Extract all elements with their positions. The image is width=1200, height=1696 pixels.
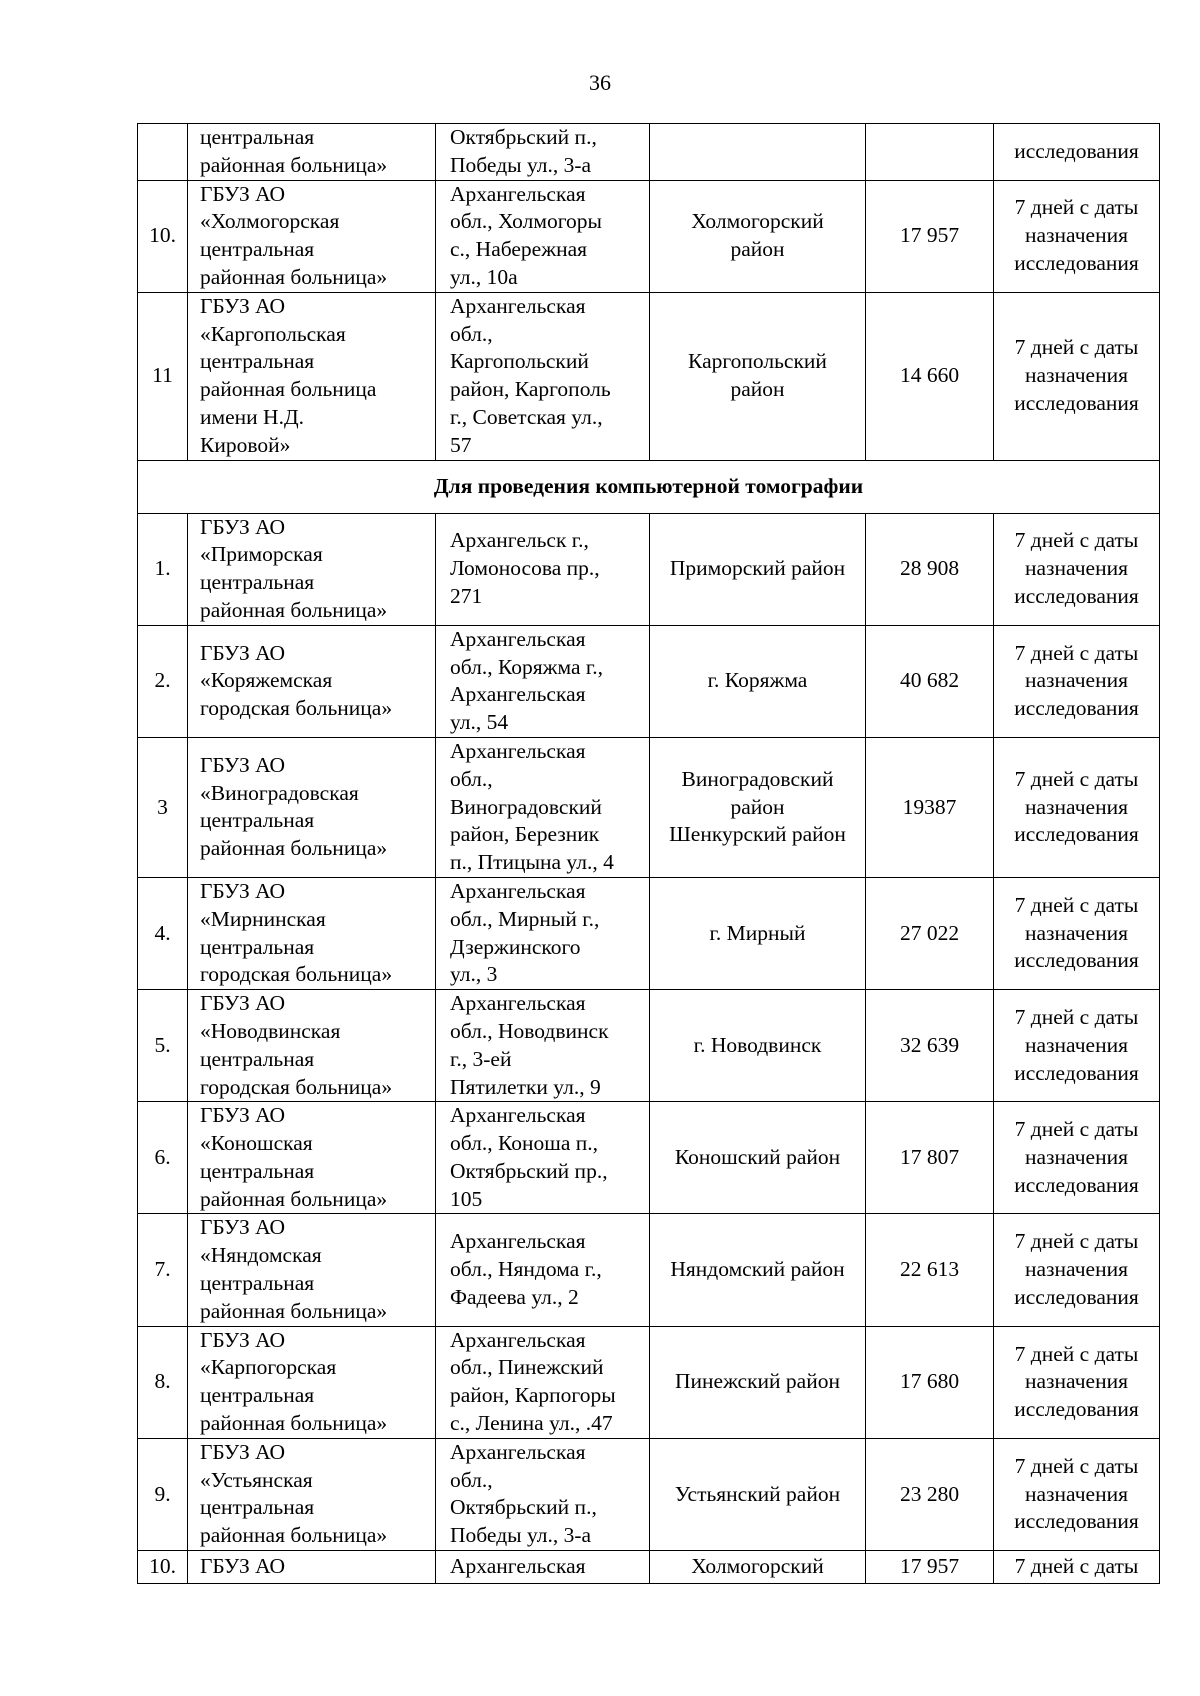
row-number: 5.: [138, 990, 188, 1102]
served-territory: Пинежский район: [650, 1326, 866, 1438]
table-section-header: [138, 460, 1160, 513]
organization-name: ГБУЗ АО «Устьянская центральная районная больница»: [188, 1438, 436, 1550]
table-row: [138, 1214, 1160, 1326]
served-territory: Виноградовский район Шенкурский район: [650, 737, 866, 877]
table-row: [138, 124, 1160, 181]
examination-term: 7 дней с даты назначения исследования: [994, 877, 1160, 989]
row-number: 11: [138, 292, 188, 460]
examination-term: 7 дней с даты назначения исследования: [994, 625, 1160, 737]
population-count: 17 807: [866, 1102, 994, 1214]
population-count: 19387: [866, 737, 994, 877]
examination-term: исследования: [994, 124, 1160, 181]
table-row: [138, 1438, 1160, 1550]
examination-term: 7 дней с даты назначения исследования: [994, 990, 1160, 1102]
organization-name: ГБУЗ АО «Новодвинская центральная городская больница»: [188, 990, 436, 1102]
table-section-top: [138, 124, 1160, 461]
page-number: 36: [589, 70, 611, 95]
served-territory: г. Мирный: [650, 877, 866, 989]
served-territory: Устьянский район: [650, 1438, 866, 1550]
row-number: 4.: [138, 877, 188, 989]
address: Архангельская обл., Коряжма г., Архангельская ул., 54: [436, 625, 650, 737]
population-count: 17 957: [866, 1551, 994, 1584]
organization-name: ГБУЗ АО «Мирнинская центральная городская больница»: [188, 877, 436, 989]
table-section-ct: [138, 513, 1160, 1583]
table-row: [138, 1551, 1160, 1584]
population-count: 22 613: [866, 1214, 994, 1326]
served-territory: Коношский район: [650, 1102, 866, 1214]
population-count: 14 660: [866, 292, 994, 460]
organization-name: ГБУЗ АО «Холмогорская центральная районная больница»: [188, 180, 436, 292]
row-number: 2.: [138, 625, 188, 737]
organization-name: ГБУЗ АО «Приморская центральная районная больница»: [188, 513, 436, 625]
row-number: 9.: [138, 1438, 188, 1550]
organization-name: ГБУЗ АО «Коношская центральная районная больница»: [188, 1102, 436, 1214]
served-territory: Холмогорский район: [650, 180, 866, 292]
table-row: [138, 1102, 1160, 1214]
address: Архангельская обл., Мирный г., Дзержинского ул., 3: [436, 877, 650, 989]
examination-term: 7 дней с даты назначения исследования: [994, 1326, 1160, 1438]
table-row: [138, 180, 1160, 292]
organization-name: центральная районная больница»: [188, 124, 436, 181]
examination-term: 7 дней с даты назначения исследования: [994, 1214, 1160, 1326]
row-number: 8.: [138, 1326, 188, 1438]
address: Архангельская обл., Пинежский район, Карпогоры с., Ленина ул., .47: [436, 1326, 650, 1438]
row-number: 7.: [138, 1214, 188, 1326]
examination-term: 7 дней с даты назначения исследования: [994, 1438, 1160, 1550]
table-row: [138, 625, 1160, 737]
served-territory: [650, 124, 866, 181]
row-number: 10.: [138, 1551, 188, 1584]
served-territory: г. Новодвинск: [650, 990, 866, 1102]
organization-name: ГБУЗ АО «Карпогорская центральная районная больница»: [188, 1326, 436, 1438]
address: Архангельская обл., Холмогоры с., Набережная ул., 10а: [436, 180, 650, 292]
address: Архангельская обл., Новодвинск г., 3-ей Пятилетки ул., 9: [436, 990, 650, 1102]
organization-name: ГБУЗ АО: [188, 1551, 436, 1584]
row-number: 10.: [138, 180, 188, 292]
examination-term: 7 дней с даты назначения исследования: [994, 292, 1160, 460]
medical-facilities-table: [137, 123, 1160, 1584]
row-number: 6.: [138, 1102, 188, 1214]
table-row: [138, 292, 1160, 460]
address: Архангельская обл., Виноградовский район, Березник п., Птицына ул., 4: [436, 737, 650, 877]
served-territory: Няндомский район: [650, 1214, 866, 1326]
population-count: 17 957: [866, 180, 994, 292]
row-number: 3: [138, 737, 188, 877]
table-row: [138, 513, 1160, 625]
population-count: 32 639: [866, 990, 994, 1102]
table-row: [138, 877, 1160, 989]
served-territory: Холмогорский: [650, 1551, 866, 1584]
organization-name: ГБУЗ АО «Каргопольская центральная районная больница имени Н.Д. Кировой»: [188, 292, 436, 460]
served-territory: г. Коряжма: [650, 625, 866, 737]
examination-term: 7 дней с даты назначения исследования: [994, 180, 1160, 292]
population-count: [866, 124, 994, 181]
table-row: [138, 990, 1160, 1102]
address: Октябрьский п., Победы ул., 3-а: [436, 124, 650, 181]
address: Архангельск г., Ломоносова пр., 271: [436, 513, 650, 625]
organization-name: ГБУЗ АО «Коряжемская городская больница»: [188, 625, 436, 737]
examination-term: 7 дней с даты: [994, 1551, 1160, 1584]
population-count: 17 680: [866, 1326, 994, 1438]
address: Архангельская обл., Коноша п., Октябрьский пр., 105: [436, 1102, 650, 1214]
address: Архангельская обл., Октябрьский п., Победы ул., 3-а: [436, 1438, 650, 1550]
table-row: [138, 1326, 1160, 1438]
row-number: 1.: [138, 513, 188, 625]
address: Архангельская обл., Каргопольский район, Каргополь г., Советская ул., 57: [436, 292, 650, 460]
row-number: [138, 124, 188, 181]
examination-term: 7 дней с даты назначения исследования: [994, 1102, 1160, 1214]
organization-name: ГБУЗ АО «Няндомская центральная районная больница»: [188, 1214, 436, 1326]
served-territory: Каргопольский район: [650, 292, 866, 460]
address: Архангельская обл., Няндома г., Фадеева ул., 2: [436, 1214, 650, 1326]
address: Архангельская: [436, 1551, 650, 1584]
population-count: 28 908: [866, 513, 994, 625]
population-count: 27 022: [866, 877, 994, 989]
section-title: Для проведения компьютерной томографии: [138, 460, 1160, 513]
organization-name: ГБУЗ АО «Виноградовская центральная районная больница»: [188, 737, 436, 877]
examination-term: 7 дней с даты назначения исследования: [994, 737, 1160, 877]
table-row: [138, 737, 1160, 877]
served-territory: Приморский район: [650, 513, 866, 625]
examination-term: 7 дней с даты назначения исследования: [994, 513, 1160, 625]
population-count: 23 280: [866, 1438, 994, 1550]
population-count: 40 682: [866, 625, 994, 737]
